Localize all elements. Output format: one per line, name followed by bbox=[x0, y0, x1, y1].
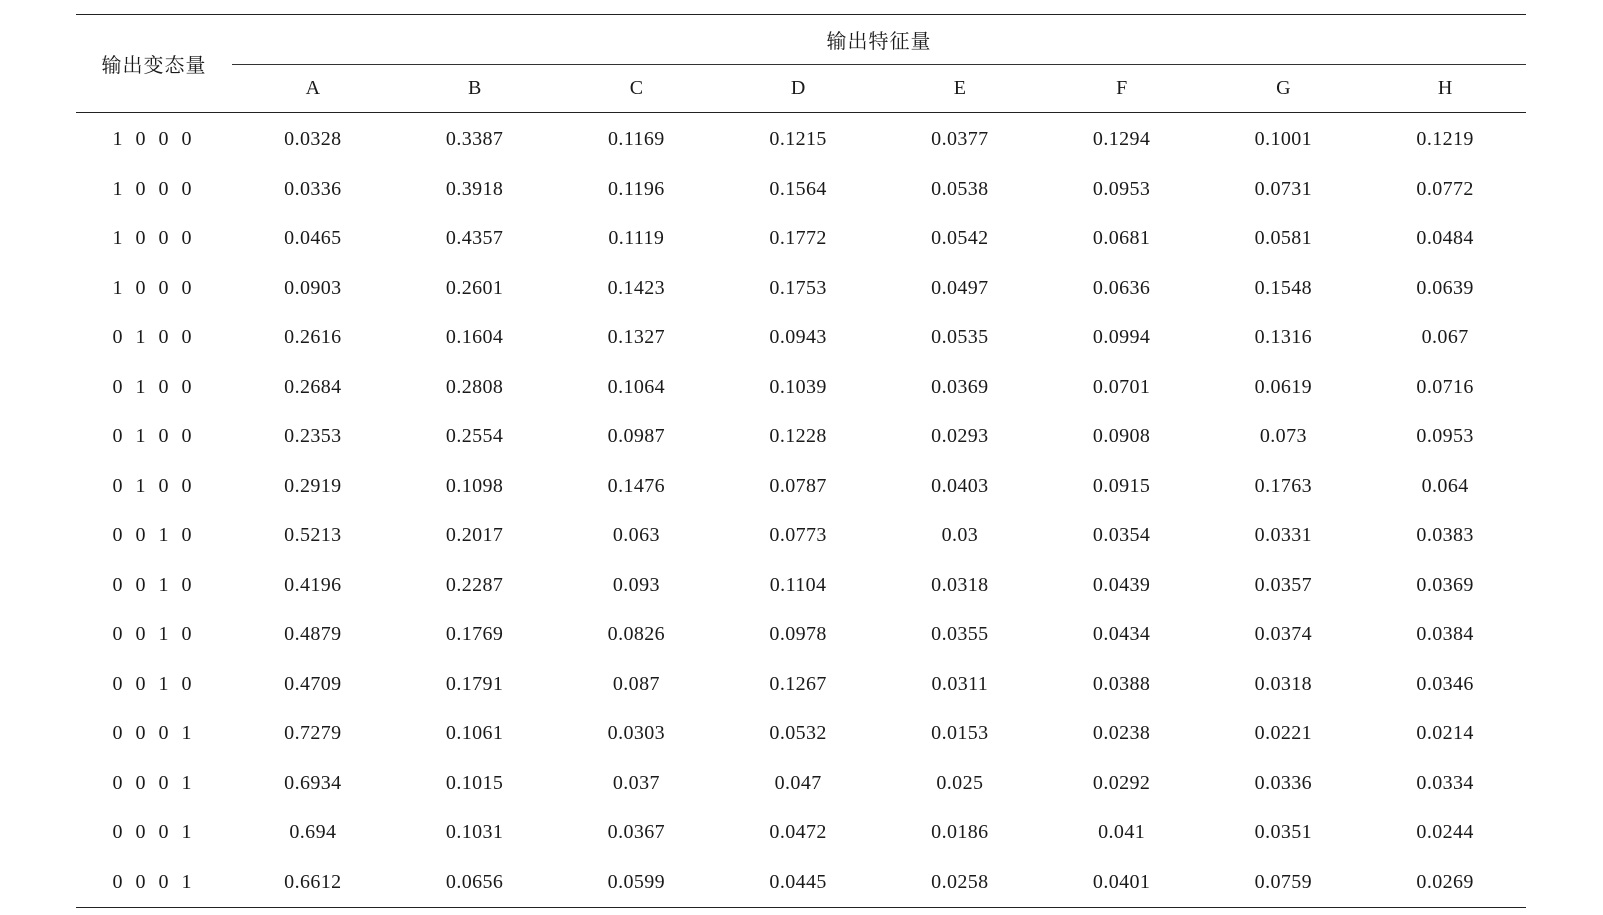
table-row bbox=[76, 610, 1526, 660]
column-header-a: A bbox=[232, 65, 394, 113]
value-cell: 0.1423 bbox=[607, 276, 666, 299]
value-cell: 0.1119 bbox=[608, 227, 665, 250]
value-cell: 0.0214 bbox=[1416, 722, 1474, 745]
value-cell: 0.0369 bbox=[931, 375, 989, 398]
value-cell: 0.3918 bbox=[445, 177, 504, 200]
value-cell: 0.1763 bbox=[1254, 474, 1313, 497]
value-cell: 0.1228 bbox=[769, 425, 827, 448]
value-cell: 0.1098 bbox=[445, 474, 504, 497]
value-cell: 0.0656 bbox=[445, 870, 504, 893]
state-cell: 1 0 0 0 bbox=[112, 177, 196, 200]
value-cell: 0.0383 bbox=[1416, 524, 1474, 547]
value-cell: 0.0328 bbox=[284, 128, 342, 151]
state-cell: 0 0 1 0 bbox=[112, 623, 196, 646]
group-header-cell bbox=[232, 15, 1526, 65]
table-row bbox=[76, 660, 1526, 710]
value-cell: 0.0374 bbox=[1254, 623, 1313, 646]
value-cell: 0.0336 bbox=[284, 177, 342, 200]
value-cell: 0.0153 bbox=[931, 722, 989, 745]
group-header-label: 输出特征量 bbox=[826, 29, 932, 53]
state-cell: 0 1 0 0 bbox=[112, 425, 196, 448]
value-cell: 0.087 bbox=[612, 672, 660, 695]
value-cell: 0.0303 bbox=[607, 722, 666, 745]
value-cell: 0.694 bbox=[289, 821, 337, 844]
value-cell: 0.1753 bbox=[769, 276, 827, 299]
value-cell: 0.064 bbox=[1421, 474, 1469, 497]
value-cell: 0.1104 bbox=[769, 573, 827, 596]
value-cell: 0.0293 bbox=[931, 425, 989, 448]
value-cell: 0.1061 bbox=[445, 722, 504, 745]
value-cell: 0.1769 bbox=[445, 623, 504, 646]
state-cell: 0 1 0 0 bbox=[112, 326, 196, 349]
value-cell: 0.041 bbox=[1098, 821, 1146, 844]
table-row bbox=[76, 313, 1526, 363]
value-cell: 0.0367 bbox=[607, 821, 666, 844]
table-row bbox=[76, 709, 1526, 759]
row-header-label: 输出变态量 bbox=[101, 53, 207, 77]
column-header-e: E bbox=[879, 65, 1041, 113]
value-cell: 0.0759 bbox=[1254, 870, 1313, 893]
value-cell: 0.0439 bbox=[1092, 573, 1151, 596]
value-cell: 0.0292 bbox=[1092, 771, 1151, 794]
value-cell: 0.6612 bbox=[284, 870, 342, 893]
value-cell: 0.1031 bbox=[445, 821, 504, 844]
value-cell: 0.0535 bbox=[931, 326, 989, 349]
table-row bbox=[76, 462, 1526, 512]
value-cell: 0.067 bbox=[1421, 326, 1469, 349]
value-cell: 0.0639 bbox=[1416, 276, 1474, 299]
value-cell: 0.0403 bbox=[931, 474, 989, 497]
value-cell: 0.2616 bbox=[284, 326, 342, 349]
table-row bbox=[76, 759, 1526, 809]
value-cell: 0.0978 bbox=[769, 623, 827, 646]
value-cell: 0.0357 bbox=[1254, 573, 1313, 596]
value-cell: 0.0987 bbox=[607, 425, 666, 448]
table-row bbox=[76, 858, 1526, 908]
value-cell: 0.0532 bbox=[769, 722, 827, 745]
state-cell: 0 0 0 1 bbox=[112, 771, 196, 794]
value-cell: 0.0953 bbox=[1416, 425, 1474, 448]
value-cell: 0.2919 bbox=[284, 474, 342, 497]
state-cell: 1 0 0 0 bbox=[112, 276, 196, 299]
column-header-row bbox=[76, 65, 1526, 113]
value-cell: 0.0331 bbox=[1254, 524, 1313, 547]
value-cell: 0.0369 bbox=[1416, 573, 1474, 596]
value-cell: 0.0336 bbox=[1254, 771, 1313, 794]
value-cell: 0.0716 bbox=[1416, 375, 1474, 398]
value-cell: 0.03 bbox=[941, 524, 979, 547]
value-cell: 0.025 bbox=[936, 771, 984, 794]
value-cell: 0.047 bbox=[774, 771, 822, 794]
value-cell: 0.0186 bbox=[931, 821, 989, 844]
value-cell: 0.0384 bbox=[1416, 623, 1474, 646]
table-row bbox=[76, 561, 1526, 611]
data-table-container bbox=[76, 14, 1526, 908]
value-cell: 0.0953 bbox=[1092, 177, 1151, 200]
value-cell: 0.2287 bbox=[445, 573, 504, 596]
value-cell: 0.0445 bbox=[769, 870, 827, 893]
value-cell: 0.1604 bbox=[445, 326, 504, 349]
value-cell: 0.0244 bbox=[1416, 821, 1474, 844]
state-cell: 1 0 0 0 bbox=[112, 227, 196, 250]
state-cell: 0 0 0 1 bbox=[112, 821, 196, 844]
value-cell: 0.0619 bbox=[1254, 375, 1313, 398]
value-cell: 0.0538 bbox=[931, 177, 989, 200]
header-group-row bbox=[76, 15, 1526, 65]
state-cell: 0 1 0 0 bbox=[112, 375, 196, 398]
value-cell: 0.0994 bbox=[1092, 326, 1151, 349]
value-cell: 0.093 bbox=[612, 573, 660, 596]
value-cell: 0.1564 bbox=[769, 177, 827, 200]
table-body bbox=[76, 113, 1526, 908]
row-header-cell bbox=[76, 15, 232, 113]
value-cell: 0.2601 bbox=[445, 276, 504, 299]
value-cell: 0.3387 bbox=[445, 128, 504, 151]
column-header-g: G bbox=[1203, 65, 1365, 113]
table-row bbox=[76, 165, 1526, 215]
value-cell: 0.1476 bbox=[607, 474, 666, 497]
table-row bbox=[76, 363, 1526, 413]
value-cell: 0.0351 bbox=[1254, 821, 1313, 844]
value-cell: 0.1772 bbox=[769, 227, 827, 250]
value-cell: 0.1039 bbox=[769, 375, 827, 398]
value-cell: 0.0318 bbox=[1254, 672, 1313, 695]
state-cell: 1 0 0 0 bbox=[112, 128, 196, 151]
table-row bbox=[76, 214, 1526, 264]
value-cell: 0.1064 bbox=[607, 375, 666, 398]
state-cell: 0 1 0 0 bbox=[112, 474, 196, 497]
value-cell: 0.0346 bbox=[1416, 672, 1474, 695]
value-cell: 0.0465 bbox=[284, 227, 342, 250]
column-header-d: D bbox=[717, 65, 879, 113]
table-row bbox=[76, 264, 1526, 314]
value-cell: 0.0311 bbox=[931, 672, 989, 695]
value-cell: 0.0773 bbox=[769, 524, 827, 547]
value-cell: 0.1791 bbox=[445, 672, 504, 695]
value-cell: 0.1001 bbox=[1254, 128, 1313, 151]
value-cell: 0.0826 bbox=[607, 623, 666, 646]
value-cell: 0.1169 bbox=[608, 128, 665, 151]
value-cell: 0.2353 bbox=[284, 425, 342, 448]
value-cell: 0.0354 bbox=[1092, 524, 1151, 547]
state-cell: 0 0 0 1 bbox=[112, 870, 196, 893]
value-cell: 0.0472 bbox=[769, 821, 827, 844]
value-cell: 0.0903 bbox=[284, 276, 342, 299]
column-header-f: F bbox=[1041, 65, 1203, 113]
value-cell: 0.0334 bbox=[1416, 771, 1474, 794]
value-cell: 0.2808 bbox=[445, 375, 504, 398]
value-cell: 0.0701 bbox=[1092, 375, 1151, 398]
state-cell: 0 0 0 1 bbox=[112, 722, 196, 745]
value-cell: 0.0581 bbox=[1254, 227, 1313, 250]
value-cell: 0.4879 bbox=[284, 623, 342, 646]
value-cell: 0.1294 bbox=[1092, 128, 1151, 151]
value-cell: 0.063 bbox=[612, 524, 660, 547]
value-cell: 0.0908 bbox=[1092, 425, 1151, 448]
value-cell: 0.0731 bbox=[1254, 177, 1313, 200]
value-cell: 0.0401 bbox=[1092, 870, 1151, 893]
column-header-b: B bbox=[394, 65, 556, 113]
value-cell: 0.0377 bbox=[931, 128, 989, 151]
value-cell: 0.6934 bbox=[284, 771, 342, 794]
value-cell: 0.0238 bbox=[1092, 722, 1151, 745]
value-cell: 0.2684 bbox=[284, 375, 342, 398]
column-header-c: C bbox=[556, 65, 718, 113]
value-cell: 0.4357 bbox=[445, 227, 504, 250]
column-header-h: H bbox=[1364, 65, 1526, 113]
table-row bbox=[76, 511, 1526, 561]
value-cell: 0.7279 bbox=[284, 722, 342, 745]
value-cell: 0.0497 bbox=[931, 276, 989, 299]
state-cell: 0 0 1 0 bbox=[112, 672, 196, 695]
value-cell: 0.1196 bbox=[608, 177, 665, 200]
value-cell: 0.1267 bbox=[769, 672, 827, 695]
value-cell: 0.0599 bbox=[607, 870, 666, 893]
value-cell: 0.0258 bbox=[931, 870, 989, 893]
value-cell: 0.1327 bbox=[607, 326, 666, 349]
table-row bbox=[76, 412, 1526, 462]
value-cell: 0.0355 bbox=[931, 623, 989, 646]
value-cell: 0.1015 bbox=[445, 771, 504, 794]
value-cell: 0.1219 bbox=[1416, 128, 1474, 151]
value-cell: 0.1548 bbox=[1254, 276, 1313, 299]
state-cell: 0 0 1 0 bbox=[112, 573, 196, 596]
value-cell: 0.0221 bbox=[1254, 722, 1313, 745]
value-cell: 0.4196 bbox=[284, 573, 342, 596]
feature-table bbox=[76, 14, 1526, 908]
value-cell: 0.5213 bbox=[284, 524, 342, 547]
value-cell: 0.0318 bbox=[931, 573, 989, 596]
value-cell: 0.0787 bbox=[769, 474, 827, 497]
value-cell: 0.037 bbox=[612, 771, 660, 794]
table-row bbox=[76, 113, 1526, 165]
value-cell: 0.2017 bbox=[445, 524, 504, 547]
table-row bbox=[76, 808, 1526, 858]
value-cell: 0.0388 bbox=[1092, 672, 1151, 695]
value-cell: 0.0269 bbox=[1416, 870, 1474, 893]
table-header bbox=[76, 15, 1526, 113]
value-cell: 0.2554 bbox=[445, 425, 504, 448]
value-cell: 0.0434 bbox=[1092, 623, 1151, 646]
value-cell: 0.0681 bbox=[1092, 227, 1151, 250]
value-cell: 0.0943 bbox=[769, 326, 827, 349]
value-cell: 0.1316 bbox=[1254, 326, 1313, 349]
value-cell: 0.0484 bbox=[1416, 227, 1474, 250]
state-cell: 0 0 1 0 bbox=[112, 524, 196, 547]
value-cell: 0.0636 bbox=[1092, 276, 1151, 299]
value-cell: 0.0915 bbox=[1092, 474, 1151, 497]
value-cell: 0.0542 bbox=[931, 227, 989, 250]
value-cell: 0.4709 bbox=[284, 672, 342, 695]
value-cell: 0.073 bbox=[1259, 425, 1307, 448]
value-cell: 0.0772 bbox=[1416, 177, 1474, 200]
value-cell: 0.1215 bbox=[769, 128, 827, 151]
